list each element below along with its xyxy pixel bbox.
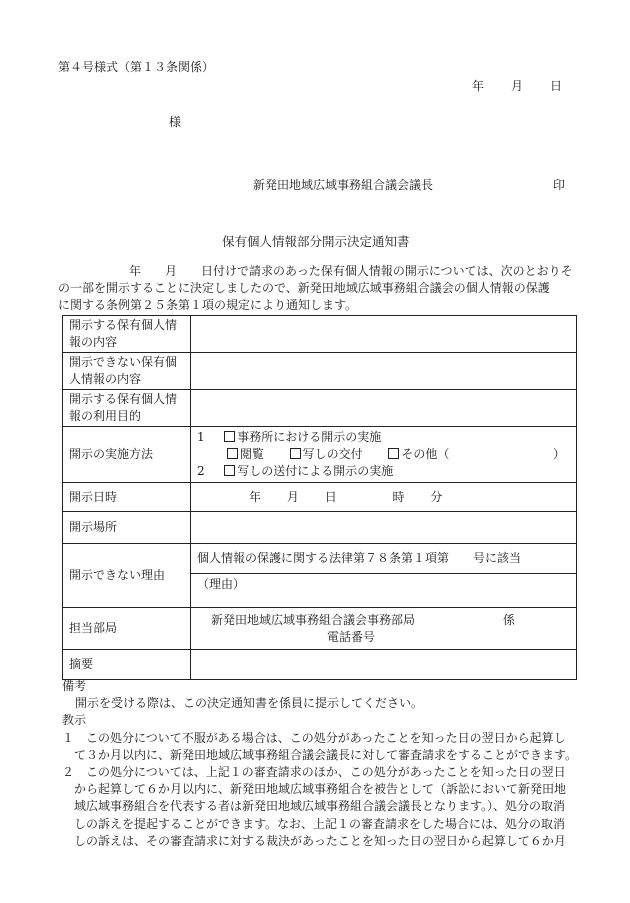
row-label-place: 開示場所: [63, 512, 191, 544]
value-method: [191, 427, 577, 483]
remarks-text: 開示を受ける際は、この決定通知書を係員に提示してください。: [75, 696, 424, 711]
method-office-label: 事務所における開示の実施: [237, 430, 382, 444]
reason-label: （理由）: [197, 577, 246, 591]
value-place: [191, 512, 577, 544]
method-number: 2: [197, 464, 205, 478]
disclosure-table: [62, 315, 577, 680]
date-year-label: 年: [472, 79, 485, 93]
datetime-day: 日: [324, 489, 337, 504]
table-row: [63, 483, 577, 512]
value-disclosed-content: [191, 316, 577, 353]
department-line: [197, 612, 570, 629]
method-line-2: [197, 446, 570, 463]
datetime-hour: 時: [392, 489, 405, 504]
option-view-label: 閲覧: [240, 447, 265, 461]
table-row: [63, 512, 577, 544]
value-remarks: [191, 650, 577, 680]
row-label-remarks: 摘要: [63, 650, 191, 680]
row-label-purpose: [63, 390, 191, 427]
row-label-department: 担当部局: [63, 608, 191, 650]
table-row: [63, 650, 577, 680]
seal-mark: 印: [553, 178, 566, 192]
checkbox-copy[interactable]: [290, 448, 301, 459]
teaching-line: ２ この処分については、上記１の審査請求のほか、この処分があったことを知った日の翌日: [62, 765, 566, 780]
label-line: 人情報の内容: [69, 372, 142, 386]
row-label-method: 開示の実施方法: [63, 427, 191, 483]
teaching-line: 域広域事務組合を代表する者は新発田地域広域事務組合議会議長となります。）、処分の取消: [62, 799, 566, 814]
label-line: 開示できない保有個: [69, 355, 178, 369]
addressee-suffix: 様: [169, 115, 182, 129]
row-label-undisclosed-content: [63, 353, 191, 390]
checkbox-view[interactable]: [227, 448, 238, 459]
notes-section: [58, 678, 583, 850]
intro-line: 年 月 日付けで請求のあった保有個人情報の開示については、次のとおりそ: [105, 264, 573, 278]
option-copy-label: 写しの交付: [302, 447, 363, 461]
method-mail-label: 写しの送付による開示の実施: [237, 464, 394, 478]
table-row: [63, 353, 577, 390]
table-row: [63, 608, 577, 650]
form-number: 第４号様式（第１３条関係）: [58, 60, 215, 74]
option-other-close: ）: [553, 447, 566, 461]
datetime-month: 月: [286, 489, 299, 504]
intro-paragraph: [58, 263, 583, 314]
checkbox-other[interactable]: [388, 448, 399, 459]
department-name: 新発田地域広域事務組合議会事務部局: [211, 612, 416, 627]
value-undisclosed-content: [191, 353, 577, 390]
teaching-heading: 教示: [62, 713, 87, 728]
row-label-datetime: 開示日時: [63, 483, 191, 512]
department-section: 係: [502, 612, 515, 627]
checkbox-mail[interactable]: [224, 465, 235, 476]
datetime-minute: 分: [430, 489, 443, 504]
teaching-line: しの訴えは、その審査請求に対する裁決があったことを知った日の翌日から起算して６か月: [62, 833, 566, 848]
method-number: 1: [197, 430, 205, 444]
phone-line: [197, 629, 570, 646]
intro-line: の一部を開示することに決定しましたので、新発田地域広域事務組合議会の個人情報の保護: [58, 281, 550, 295]
value-purpose: [191, 390, 577, 427]
value-department: [191, 608, 577, 650]
label-line: 報の利用目的: [69, 409, 142, 423]
document-title: 保有個人情報部分開示決定通知書: [222, 234, 410, 249]
teaching-line: て３か月以内に、新発田地域広域事務組合議会議長に対して審査請求をすることができます。: [62, 747, 578, 762]
label-line: 報の内容: [69, 335, 118, 349]
label-line: 開示する保有個人情: [69, 392, 178, 406]
table-row: [63, 544, 577, 574]
value-reason-law: 個人情報の保護に関する法律第７８条第１項第 号に該当: [191, 544, 577, 574]
method-line-3: [197, 463, 570, 480]
teaching-line: しの訴えを提起することができます。なお、上記１の審査請求をした場合には、処分の取消: [62, 816, 566, 831]
teaching-line: から起算して６か月以内に、新発田地域広域事務組合を被告として（訴訟において新発田地: [62, 782, 567, 797]
issuer-name: 新発田地域広域事務組合議会議長: [253, 178, 434, 192]
datetime-year: 年: [249, 489, 262, 504]
value-datetime: [191, 483, 577, 512]
date-day-label: 日: [550, 79, 563, 93]
row-label-disclosed-content: [63, 316, 191, 353]
value-reason-text: [191, 574, 577, 608]
table-row: [63, 390, 577, 427]
table-row: [63, 316, 577, 353]
method-line-1: [197, 429, 570, 446]
phone-label: 電話番号: [327, 629, 376, 644]
date-month-label: 月: [511, 79, 524, 93]
option-other-label: その他（: [401, 447, 450, 461]
teaching-line: １ この処分について不服がある場合は、この処分があったことを知った日の翌日から起算し: [62, 730, 566, 745]
checkbox-office[interactable]: [224, 431, 235, 442]
intro-line: に関する条例第２５条第１項の規定により通知します。: [58, 298, 358, 312]
table-row: [63, 427, 577, 483]
row-label-reason: 開示できない理由: [63, 544, 191, 608]
label-line: 開示する保有個人情: [69, 318, 178, 332]
remarks-heading: 備考: [62, 679, 87, 693]
